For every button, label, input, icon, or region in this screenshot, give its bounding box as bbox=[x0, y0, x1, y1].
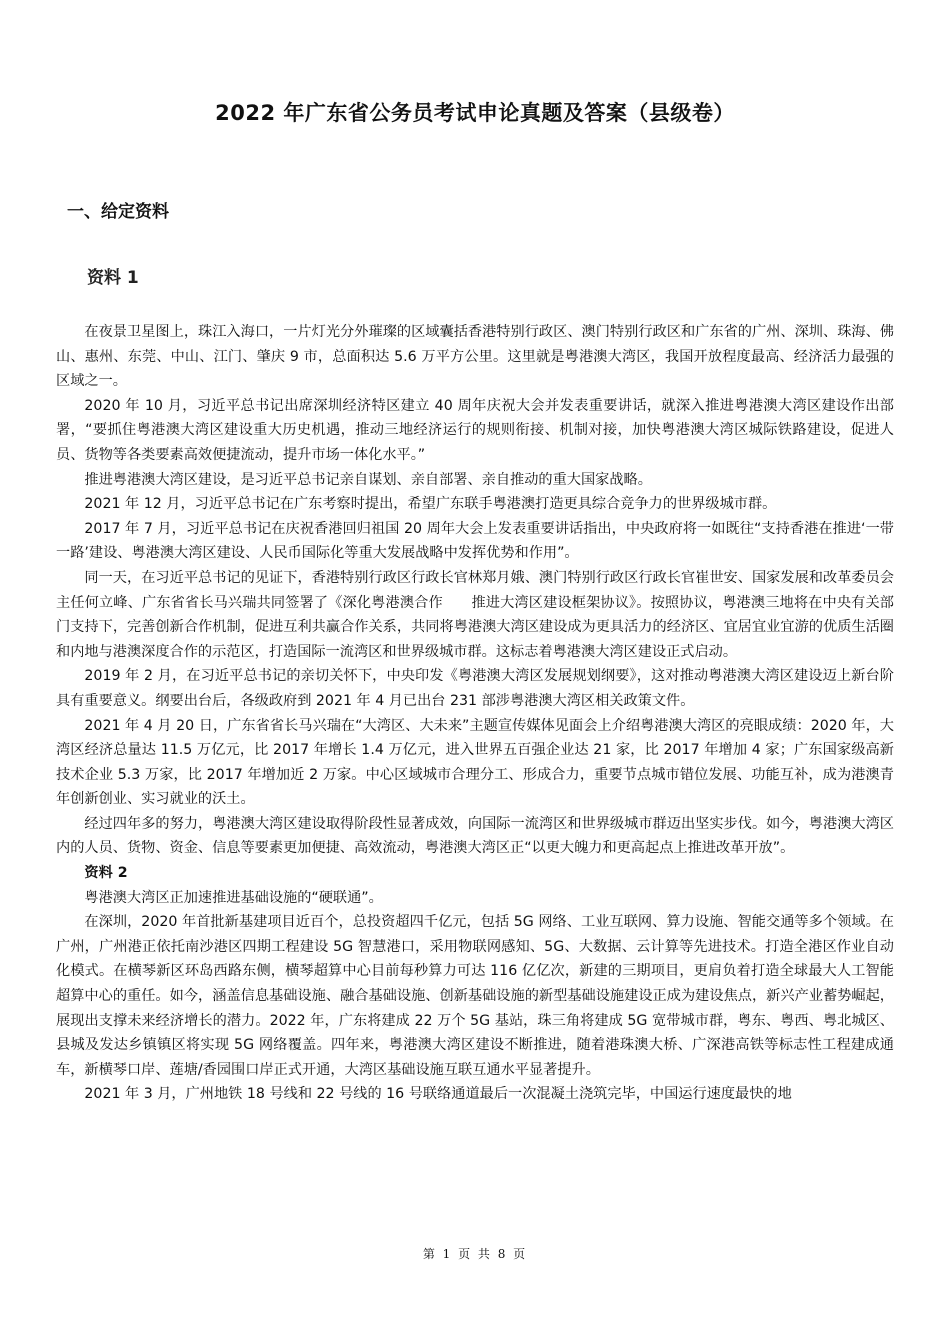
paragraph: 2021 年 4 月 20 日，广东省省长马兴瑞在“大湾区、大未来”主题宣传媒体见面会上介绍粤港澳大湾区的亮眼成绩：2020 年，大湾区经济总量达 11.5 万亿元，比 2017 年增长 1.4 万亿元，进入世界五百强企业达 21 家，比 2017 年增加 4 家；广东国家级高新技术企业 5.3 万家，比 2017 年增加近 2 万家。中心区域城市合理分工、形成合力，重要节点城市错位发展、功能互补，成为港澳青年创新创业、实习就业的沃土。 bbox=[56, 717, 894, 808]
paragraph: 2021 年 3 月，广州地铁 18 号线和 22 号线的 16 号联络通道最后一次混凝土浇筑完毕，中国运行速度最快的地 bbox=[84, 1086, 792, 1103]
paragraph: 2019 年 2 月，在习近平总书记的亲切关怀下，中央印发《粤港澳大湾区发展规划纲要》，这对推动粤港澳大湾区建设迈上新台阶具有重要意义。纲要出台后，各级政府到 2021 年 4 月已出台 231 部涉粤港澳大湾区相关政策文件。 bbox=[56, 668, 894, 709]
paragraph: 同一天，在习近平总书记的见证下，香港特别行政区行政长官林郑月娥、澳门特别行政区行政长官崔世安、国家发展和改革委员会主任何立峰、广东省省长马兴瑞共同签署了《深化粤港澳合作 推进大湾区建设框架协议》。按照协议，粤港澳三地将在中央有关部门支持下，完善创新合作机制，促进互利共赢合作关系，共同将粤港澳大湾区建设成为更具活力的经济区、宜居宜业宜游的优质生活圈和内地与港澳深度合作的示范区，打造国际一流湾区和世界级城市群。这标志着粤港澳大湾区建设正式启动。 bbox=[56, 569, 894, 660]
paragraph: 2020 年 10 月，习近平总书记出席深圳经济特区建立 40 周年庆祝大会并发表重要讲话，就深入推进粤港澳大湾区建设作出部署，“要抓住粤港澳大湾区建设重大历史机遇，推动三地经济运行的规则衔接、机制对接，加快粤港澳大湾区城际铁路建设，促进人员、货物等各类要素高效便捷流动，提升市场一体化水平。” bbox=[56, 397, 894, 463]
paragraph: 粤港澳大湾区正加速推进基础设施的“硬联通”。 bbox=[84, 889, 383, 906]
page-footer: 第 1 页 共 8 页 bbox=[422, 1247, 528, 1261]
paragraph: 2017 年 7 月，习近平总书记在庆祝香港回归祖国 20 周年大会上发表重要讲话指出，中央政府将一如既往“支持香港在推进‘一带一路’建设、粤港澳大湾区建设、人民币国际化等重大发展战略中发挥优势和作用”。 bbox=[56, 520, 894, 562]
document-title: 2022 年广东省公务员考试申论真题及答案（县级卷） bbox=[215, 101, 735, 125]
paragraph: 2021 年 12 月，习近平总书记在广东考察时提出，希望广东联手粤港澳打造更具综合竞争力的世界级城市群。 bbox=[84, 496, 777, 513]
document-body bbox=[56, 320, 894, 1107]
paragraph: 在夜景卫星图上，珠江入海口，一片灯光分外璀璨的区域囊括香港特别行政区、澳门特别行政区和广东省的广州、深圳、珠海、佛山、惠州、东莞、中山、江门、肇庆 9 市，总面积达 5.6 万平方公里。这里就是粤港澳大湾区，我国开放程度最高、经济活力最强的区域之一。 bbox=[56, 324, 894, 390]
paragraph: 推进粤港澳大湾区建设，是习近平总书记亲自谋划、亲自部署、亲自推动的重大国家战略。 bbox=[84, 471, 652, 488]
material-2-heading: 资料 2 bbox=[84, 865, 128, 882]
paragraph: 经过四年多的努力，粤港澳大湾区建设取得阶段性显著成效，向国际一流湾区和世界级城市群迈出坚实步伐。如今，粤港澳大湾区内的人员、货物、资金、信息等要素更加便捷、高效流动，粤港澳大湾区正“以更大魄力和更高起点上推进改革开放”。 bbox=[56, 815, 894, 857]
material-1-heading: 资料 1 bbox=[87, 268, 139, 288]
section-heading: 一、给定资料 bbox=[67, 202, 169, 222]
paragraph: 在深圳，2020 年首批新基建项目近百个，总投资超四千亿元，包括 5G 网络、工业互联网、算力设施、智能交通等多个领域。在广州，广州港正依托南沙港区四期工程建设 5G 智慧港口，采用物联网感知、5G、大数据、云计算等先进技术。打造全港区作业自动化模式。在横琴新区环岛西路东侧，横琴超算中心目前每秒算力可达 116 亿亿次，新建的三期项目，更肩负着打造全球最大人工智能超算中心的重任。如今，涵盖信息基础设施、融合基础设施、创新基础设施的新型基础设施建设正成为建设焦点，新兴产业蓄势崛起，展现出支撑未来经济增长的潜力。2022 年，广东将建成 22 万个 5G 基站，珠三角将建成 5G 宽带城市群，粤东、粤西、粤北城区、县城及发达乡镇镇区将实现 5G 网络覆盖。四年来，粤港澳大湾区建设不断推进，随着港珠澳大桥、广深港高铁等标志性工程建成通车，新横琴口岸、莲塘/香园围口岸正式开通，大湾区基础设施互联互通水平显著提升。 bbox=[56, 914, 894, 1078]
